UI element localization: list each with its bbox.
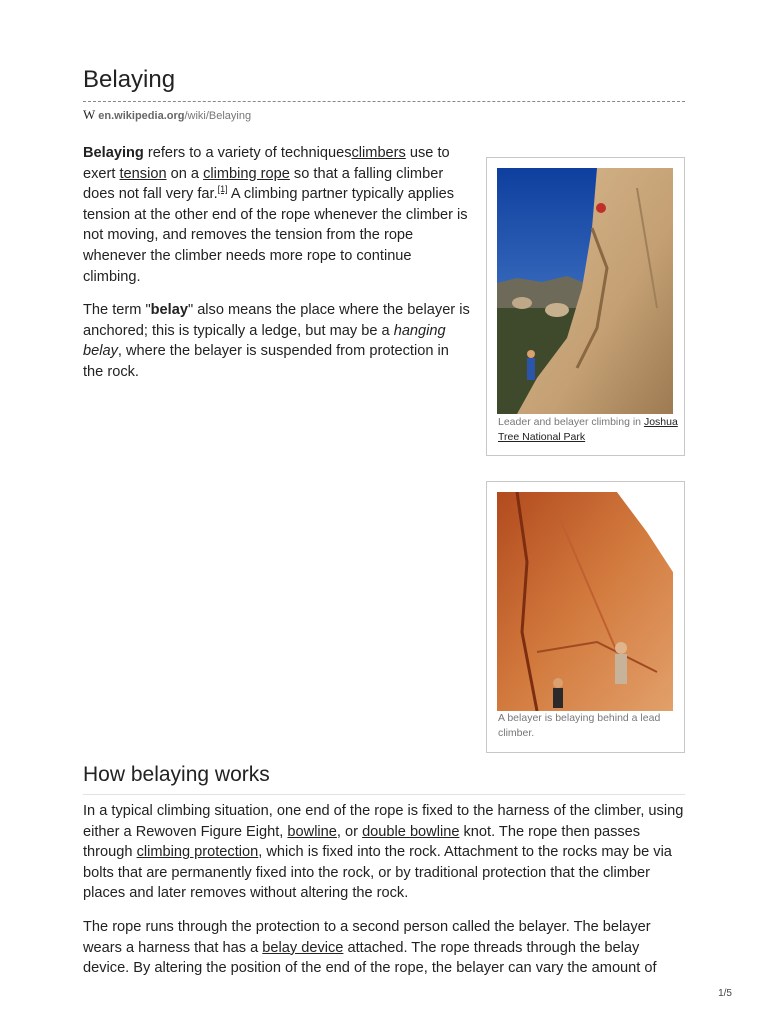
intro-text: on a [166,165,204,182]
reference-link-1[interactable]: [1] [217,184,228,195]
intro-paragraph-1 [83,143,473,287]
title-divider [83,101,685,102]
figure-belayer-behind-leader [486,481,685,753]
body-text: attached. The rope threads through the belay device. By altering the position of the end of the rope, the belayer can vary the amount of [83,939,657,977]
section-body [83,801,685,992]
link-climbing-rope[interactable]: climbing rope [203,165,290,182]
intro-text: A climbing partner typically applies tension at the other end of the rope whenever the climber is not moving, and removes the tension from the rope whenever the climber needs more rope to continue climbing. [83,186,468,285]
photo-joshua-tree-climbing [497,168,673,414]
link-tension[interactable]: tension [119,165,167,182]
body-text: , or [336,823,363,840]
intro-text: so that a falling climber does not fall very far. [83,165,444,203]
intro-section [83,143,473,396]
link-belay-device[interactable]: belay device [262,939,344,956]
link-climbing-protection[interactable]: climbing protection [136,844,259,861]
wikipedia-logo-icon: W [83,107,96,122]
page-number: 1/5 [718,988,732,999]
page-title: Belaying [83,66,176,93]
source-domain: en.wikipedia.org [98,110,185,122]
link-double-bowline[interactable]: double bowline [362,823,460,840]
intro-text: refers to a variety of techniques [143,145,352,161]
body-text: The rope runs through the protection to a second person called the belayer. The belayer wears a harness that has a [83,918,651,956]
figure-caption: A belayer is belaying behind a lead climber. [498,712,661,739]
section-heading-how-belaying-works: How belaying works [83,763,270,786]
intro-text: The term " [83,302,151,319]
intro-paragraph-2 [83,300,473,382]
intro-text: , where the belayer is suspended from protection in the rock. [83,343,449,380]
intro-text: " also means the place where the belayer is anchored; this is typically a ledge, but may be a [83,302,470,339]
section-paragraph-2 [83,917,685,979]
figure-joshua-tree [486,157,685,456]
link-joshua-tree-national-park[interactable]: Joshua Tree National Park [498,416,678,443]
figure-caption [498,415,678,445]
link-climbers[interactable]: climbers [351,145,406,161]
body-text: knot. The rope then passes through [83,823,641,861]
intro-text: use to exert [83,145,450,182]
link-bowline[interactable]: bowline [287,823,337,840]
section-divider [83,794,685,795]
term-belaying: Belaying [83,145,144,161]
source-line [83,107,251,123]
photo-belayer-behind-lead-climber[interactable] [497,492,673,711]
photo-red-rock-climbing [497,492,673,711]
section-paragraph-1 [83,801,685,904]
term-belay: belay [150,302,188,319]
body-text: In a typical climbing situation, one end of the rope is fixed to the harness of the climber, using either a Rewoven Figure Eight, [83,803,684,840]
caption-text: Leader and belayer climbing in [498,416,644,428]
term-hanging-belay: hanging belay [83,322,446,360]
photo-leader-and-belayer[interactable] [497,168,673,414]
body-text: , which is fixed into the rock. Attachment to the rocks may be via bolts that are permanently fixed into the rock, or by traditional protection that the climber places and later removes without altering the rock. [83,844,672,902]
source-path: /wiki/Belaying [184,110,252,122]
